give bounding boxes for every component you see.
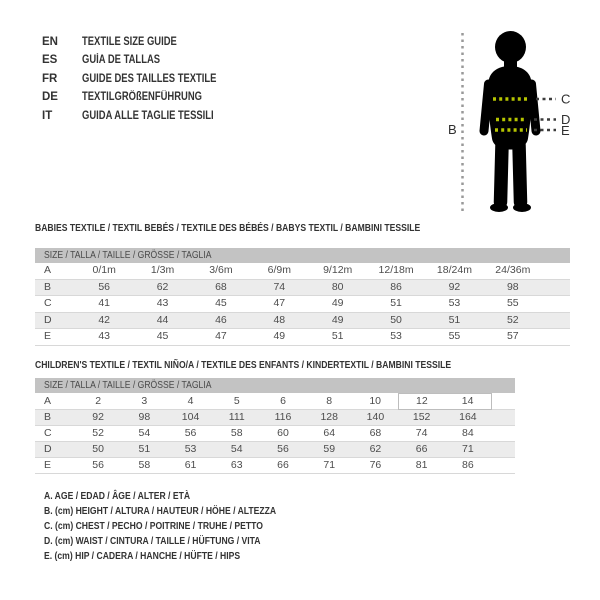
table-cell: 56 [184, 427, 197, 439]
table-cell: 53 [184, 443, 197, 455]
table-cell: 51 [448, 313, 461, 326]
table-cell: 58 [138, 459, 151, 471]
table-row [35, 458, 515, 474]
measurement-legend [44, 489, 327, 564]
table-cell: 56 [98, 280, 111, 293]
table-cell: 80 [331, 280, 344, 293]
table-cell: 61 [184, 459, 197, 471]
language-code: ES [42, 54, 58, 67]
table-cell: 55 [506, 297, 519, 309]
table-cell: 68 [369, 427, 382, 439]
row-label: C [44, 427, 52, 439]
table-cell: 51 [138, 443, 151, 455]
language-code: EN [42, 36, 58, 48]
table-cell: 0/1m [92, 264, 116, 276]
table-cell: 74 [415, 427, 428, 439]
table-cell: 111 [228, 411, 245, 423]
language-list [42, 33, 246, 125]
table-cell: 51 [390, 297, 402, 309]
table-cell: 57 [506, 330, 519, 342]
table-cell: 58 [230, 427, 243, 439]
language-row [42, 70, 246, 88]
table-row [35, 329, 570, 346]
table-cell: 18/24m [436, 264, 472, 276]
table-cell: 104 [181, 411, 200, 423]
table-cell: 62 [156, 280, 169, 293]
table-row [35, 312, 570, 329]
table-cell: 152 [412, 411, 431, 423]
row-spacer [491, 426, 515, 442]
table-cell: 46 [215, 313, 227, 326]
table-cell: 42 [98, 313, 111, 326]
table-cell: 4 [187, 394, 194, 407]
table-cell: 56 [277, 443, 289, 455]
row-label: A [44, 394, 52, 407]
row-label: D [44, 443, 52, 455]
table-cell: 84 [462, 427, 474, 439]
table-cell: 128 [320, 411, 338, 423]
chest-label: C [561, 91, 571, 107]
language-row [42, 51, 246, 69]
table-row [35, 263, 570, 279]
language-row [42, 107, 246, 125]
table-cell: 48 [273, 313, 286, 326]
waist-label: D [561, 112, 571, 127]
hip-label: E [561, 123, 570, 138]
legend-item: C. (cm) CHEST / PECHO / POITRINE / TRUHE / PETTO [44, 520, 263, 532]
table-cell: 59 [323, 443, 336, 455]
table-cell: 9/12m [323, 264, 353, 276]
language-text: TEXTILE SIZE GUIDE [82, 36, 177, 48]
table-cell: 62 [369, 443, 382, 455]
table-cell: 92 [92, 411, 104, 423]
babies-table-title: BABIES TEXTILE / TEXTIL BEBÉS / TEXTILE DES BÉBÉS / BABYS TEXTIL / BAMBINI TESSILE [35, 222, 421, 234]
language-text: TEXTILGRÖßENFÜHRUNG [82, 91, 202, 104]
table-cell: 12 [399, 394, 445, 410]
table-cell: 6 [280, 394, 286, 407]
table-cell: 49 [331, 297, 344, 309]
language-text: GUÍA DE TALLAS [82, 54, 161, 67]
children-table-header: SIZE / TALLA / TAILLE / GRÖSSE / TAGLIA [35, 378, 515, 393]
language-code: DE [42, 91, 58, 104]
table-cell: 50 [390, 313, 402, 326]
table-cell: 71 [323, 459, 336, 471]
table-cell: 43 [156, 297, 169, 309]
legend-item: E. (cm) HIP / CADERA / HANCHE / HÜFTE / HIPS [44, 550, 241, 562]
language-text: GUIDA ALLE TAGLIE TESSILI [82, 109, 214, 122]
table-cell: 50 [92, 443, 104, 455]
row-spacer [491, 394, 515, 410]
table-row [35, 279, 570, 296]
table-cell: 45 [156, 330, 169, 342]
legend-item: D. (cm) WAIST / CINTURA / TAILLE / HÜFTUNG / VITA [44, 535, 261, 547]
table-row [35, 410, 515, 426]
table-cell: 49 [273, 330, 286, 342]
row-spacer [542, 329, 570, 346]
legend-item: A. AGE / EDAD / ÂGE / ALTER / ETÀ [44, 490, 191, 502]
table-cell: 53 [390, 330, 402, 342]
children-table-title: CHILDREN'S TEXTILE / TEXTIL NIÑO/A / TEXTILE DES ENFANTS / KINDERTEXTIL / BAMBINI TESSILE [35, 359, 452, 371]
table-cell: 116 [274, 411, 292, 423]
children-table [35, 378, 515, 474]
row-label: E [44, 459, 52, 471]
table-cell: 54 [138, 427, 151, 439]
table-cell: 56 [92, 459, 104, 471]
row-spacer [542, 263, 570, 279]
row-label: D [44, 313, 52, 326]
table-cell: 74 [273, 280, 286, 293]
table-cell: 41 [98, 297, 111, 309]
row-label: A [44, 264, 52, 276]
table-cell: 51 [331, 330, 344, 342]
table-cell: 1/3m [150, 264, 175, 276]
measurement-diagram [430, 15, 600, 220]
table-cell: 98 [506, 280, 519, 293]
row-label: E [44, 330, 52, 342]
table-cell: 8 [326, 394, 333, 407]
row-spacer [542, 279, 570, 296]
language-row [42, 88, 246, 106]
table-cell: 76 [369, 459, 382, 471]
row-spacer [542, 312, 570, 329]
babies-table-header: SIZE / TALLA / TAILLE / GRÖSSE / TAGLIA [35, 248, 570, 263]
babies-table [35, 248, 570, 346]
table-cell: 164 [459, 411, 477, 423]
row-label: B [44, 411, 52, 423]
child-silhouette-icon [484, 31, 536, 212]
table-row [35, 394, 515, 410]
table-cell: 92 [448, 280, 461, 293]
table-cell: 10 [369, 394, 382, 407]
table-cell: 14 [445, 394, 491, 410]
table-cell: 49 [331, 313, 344, 326]
table-row [35, 296, 570, 313]
table-cell: 2 [95, 394, 102, 407]
row-label: C [44, 297, 52, 309]
table-cell: 98 [138, 411, 151, 423]
table-row [35, 442, 515, 458]
table-cell: 81 [415, 459, 428, 471]
table-cell: 86 [390, 280, 402, 293]
table-cell: 47 [215, 330, 227, 342]
row-label: B [44, 280, 52, 293]
height-label: B [448, 122, 457, 137]
table-cell: 60 [277, 427, 289, 439]
table-cell: 63 [230, 459, 243, 471]
table-cell: 3 [141, 394, 148, 407]
table-row [35, 426, 515, 442]
row-spacer [491, 410, 515, 426]
language-code: IT [42, 109, 53, 122]
row-spacer [491, 458, 515, 474]
table-cell: 66 [415, 443, 428, 455]
language-text: GUIDE DES TAILLES TEXTILE [82, 72, 217, 85]
table-cell: 45 [215, 297, 227, 309]
table-cell: 5 [233, 394, 240, 407]
table-cell: 54 [230, 443, 243, 455]
table-cell: 53 [448, 297, 461, 309]
table-cell: 68 [215, 280, 227, 293]
row-spacer [491, 442, 515, 458]
table-cell: 66 [277, 459, 289, 471]
table-cell: 71 [462, 443, 474, 455]
table-cell: 52 [506, 313, 519, 326]
table-cell: 43 [98, 330, 111, 342]
table-cell: 140 [366, 411, 385, 423]
legend-item: B. (cm) HEIGHT / ALTURA / HAUTEUR / HÖHE / ALTEZZA [44, 505, 277, 517]
table-cell: 44 [156, 313, 169, 326]
table-cell: 52 [92, 427, 104, 439]
table-cell: 6/9m [267, 264, 291, 276]
table-cell: 55 [448, 330, 461, 342]
row-spacer [542, 296, 570, 313]
table-cell: 3/6m [209, 264, 233, 276]
table-cell: 86 [462, 459, 474, 471]
table-cell: 24/36m [495, 264, 531, 276]
language-row [42, 33, 246, 51]
table-cell: 47 [273, 297, 286, 309]
table-cell: 12/18m [378, 264, 414, 276]
table-cell: 64 [323, 427, 336, 439]
language-code: FR [42, 72, 58, 85]
